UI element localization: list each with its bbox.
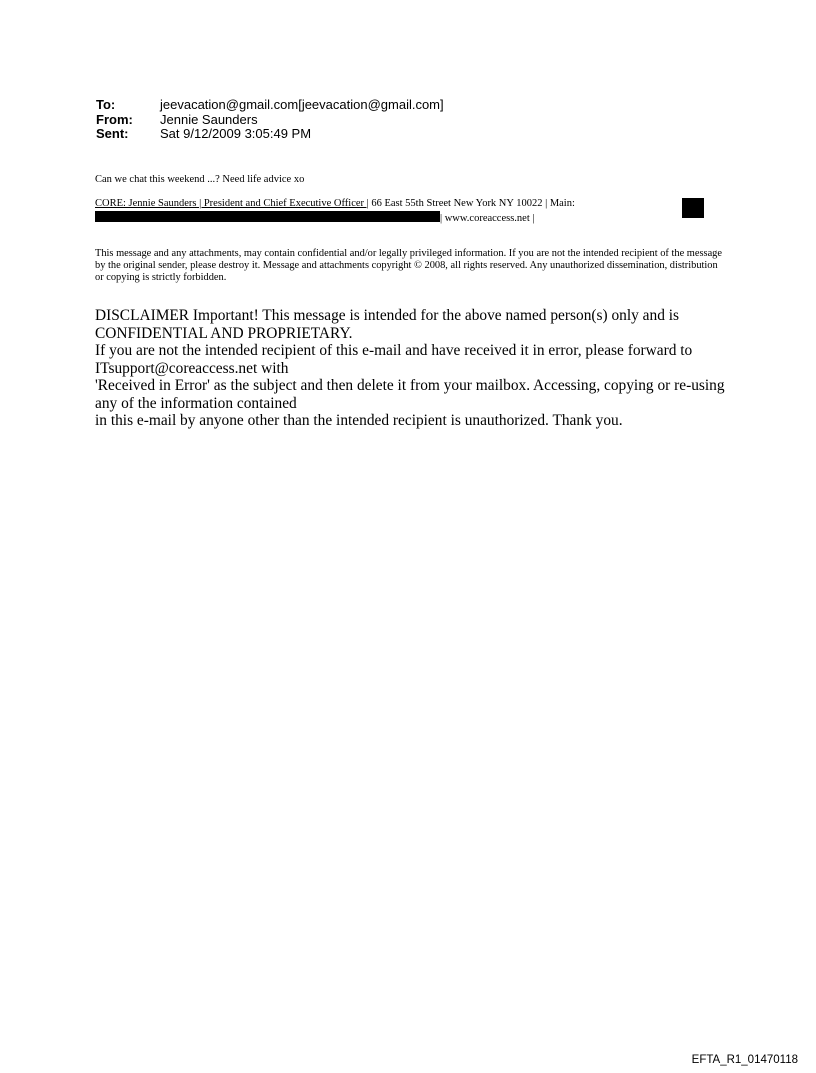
disclaimer-line-1: DISCLAIMER Important! This message is intended for the above named person(s) only and is CONFIDENTIAL AND PROPRIETARY.: [95, 307, 680, 342]
sent-row: [96, 127, 444, 142]
disclaimer-block: [95, 307, 725, 430]
message-body: Can we chat this weekend ...? Need life advice xo: [95, 174, 305, 185]
redaction-box: [682, 198, 704, 218]
redaction-bar: [95, 211, 440, 222]
sent-value: Sat 9/12/2009 3:05:49 PM: [160, 126, 312, 141]
from-row: [96, 113, 444, 128]
from-value: Jennie Saunders: [160, 111, 258, 127]
disclaimer-line-3: 'Received in Error' as the subject and then delete it from your mailbox. Accessing, copying or re-using any of the information contained: [95, 377, 725, 412]
email-header: [96, 98, 444, 142]
signature-line-2: [95, 211, 715, 226]
disclaimer-line-4: in this e-mail by anyone other than the intended recipient is unauthorized. Thank you.: [95, 412, 623, 429]
disclaimer-line-2: If you are not the intended recipient of this e-mail and have received it in error, please forward to ITsupport@coreaccess.net with: [95, 342, 693, 377]
to-row: [96, 98, 444, 113]
signature-name-title: CORE: Jennie Saunders | President and Chief Executive Officer |: [95, 198, 369, 209]
signature-website: | www.coreaccess.net |: [440, 212, 535, 224]
from-label: From:: [96, 111, 133, 127]
document-id: EFTA_R1_01470118: [691, 1054, 798, 1066]
signature-address: 66 East 55th Street New York NY 10022 | Main:: [368, 198, 575, 209]
sent-label: Sent:: [96, 126, 129, 141]
confidentiality-notice: This message and any attachments, may contain confidential and/or legally privileged information. If you are not the intended recipient of the message by the original sender, please destroy it. Message and attachments copyright © 2008, all rights reserved. Any unauthorized dissemination, distribution or copying is strictly forbidden.: [95, 248, 722, 283]
email-signature: [95, 198, 715, 225]
signature-line-1: [95, 198, 715, 211]
to-label: To:: [96, 97, 116, 112]
to-value: jeevacation@gmail.com[jeevacation@gmail.com]: [160, 97, 444, 112]
